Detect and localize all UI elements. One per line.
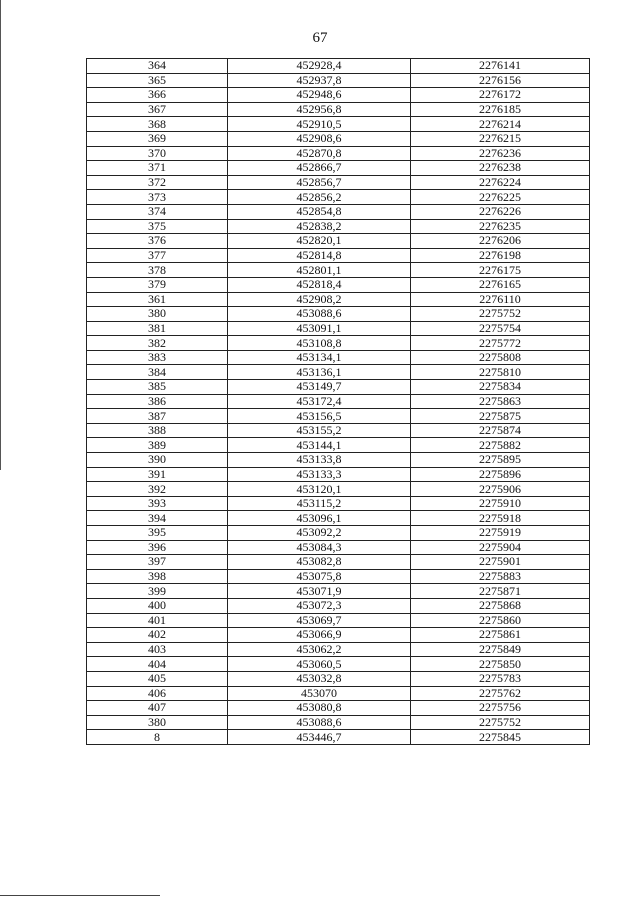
y-coordinate-cell: 2275871 — [411, 584, 590, 599]
table-row — [87, 161, 590, 176]
x-coordinate-cell: 452908,6 — [228, 131, 411, 146]
point-number-cell: 407 — [87, 701, 228, 716]
y-coordinate-cell: 2275882 — [411, 438, 590, 453]
table-row — [87, 73, 590, 88]
x-coordinate-cell: 453069,7 — [228, 613, 411, 628]
y-coordinate-cell: 2275860 — [411, 613, 590, 628]
y-coordinate-cell: 2275783 — [411, 671, 590, 686]
point-number-cell: 367 — [87, 102, 228, 117]
page-number: 67 — [312, 30, 328, 46]
x-coordinate-cell: 452856,7 — [228, 175, 411, 190]
point-number-cell: 368 — [87, 117, 228, 132]
x-coordinate-cell: 453156,5 — [228, 409, 411, 424]
point-number-cell: 394 — [87, 511, 228, 526]
point-number-cell: 406 — [87, 686, 228, 701]
y-coordinate-cell: 2275752 — [411, 715, 590, 730]
y-coordinate-cell: 2276225 — [411, 190, 590, 205]
point-number-cell: 371 — [87, 161, 228, 176]
point-number-cell: 366 — [87, 88, 228, 103]
x-coordinate-cell: 453062,2 — [228, 642, 411, 657]
y-coordinate-cell: 2275874 — [411, 423, 590, 438]
table-row — [87, 730, 590, 745]
table-row — [87, 234, 590, 249]
point-number-cell: 380 — [87, 307, 228, 322]
y-coordinate-cell: 2276172 — [411, 88, 590, 103]
table-row — [87, 555, 590, 570]
table-row — [87, 263, 590, 278]
x-coordinate-cell: 452818,4 — [228, 277, 411, 292]
point-number-cell: 375 — [87, 219, 228, 234]
y-coordinate-cell: 2275896 — [411, 467, 590, 482]
point-number-cell: 404 — [87, 657, 228, 672]
point-number-cell: 376 — [87, 234, 228, 249]
y-coordinate-cell: 2276141 — [411, 59, 590, 74]
x-coordinate-cell: 452838,2 — [228, 219, 411, 234]
point-number-cell: 373 — [87, 190, 228, 205]
point-number-cell: 372 — [87, 175, 228, 190]
point-number-cell: 381 — [87, 321, 228, 336]
y-coordinate-cell: 2276165 — [411, 277, 590, 292]
point-number-cell: 386 — [87, 394, 228, 409]
point-number-cell: 369 — [87, 131, 228, 146]
y-coordinate-cell: 2276226 — [411, 204, 590, 219]
x-coordinate-cell: 452801,1 — [228, 263, 411, 278]
point-number-cell: 377 — [87, 248, 228, 263]
point-number-cell: 384 — [87, 365, 228, 380]
y-coordinate-cell: 2275756 — [411, 701, 590, 716]
x-coordinate-cell: 452820,1 — [228, 234, 411, 249]
x-coordinate-cell: 452928,4 — [228, 59, 411, 74]
point-number-cell: 399 — [87, 584, 228, 599]
table-row — [87, 642, 590, 657]
table-row — [87, 190, 590, 205]
point-number-cell: 398 — [87, 569, 228, 584]
y-coordinate-cell: 2276185 — [411, 102, 590, 117]
x-coordinate-cell: 453084,3 — [228, 540, 411, 555]
table-row — [87, 175, 590, 190]
x-coordinate-cell: 452866,7 — [228, 161, 411, 176]
point-number-cell: 402 — [87, 628, 228, 643]
table-row — [87, 569, 590, 584]
table-row — [87, 219, 590, 234]
table-row — [87, 686, 590, 701]
point-number-cell: 390 — [87, 453, 228, 468]
x-coordinate-cell: 453133,3 — [228, 467, 411, 482]
point-number-cell: 379 — [87, 277, 228, 292]
y-coordinate-cell: 2275875 — [411, 409, 590, 424]
y-coordinate-cell: 2276235 — [411, 219, 590, 234]
table-row — [87, 409, 590, 424]
table-row — [87, 453, 590, 468]
x-coordinate-cell: 453144,1 — [228, 438, 411, 453]
point-number-cell: 393 — [87, 496, 228, 511]
table-row — [87, 715, 590, 730]
x-coordinate-cell: 453071,9 — [228, 584, 411, 599]
y-coordinate-cell: 2275883 — [411, 569, 590, 584]
point-number-cell: 8 — [87, 730, 228, 745]
table-row — [87, 350, 590, 365]
y-coordinate-cell: 2275919 — [411, 526, 590, 541]
y-coordinate-cell: 2275849 — [411, 642, 590, 657]
y-coordinate-cell: 2275906 — [411, 482, 590, 497]
x-coordinate-cell: 453120,1 — [228, 482, 411, 497]
y-coordinate-cell: 2276175 — [411, 263, 590, 278]
table-row — [87, 365, 590, 380]
y-coordinate-cell: 2275808 — [411, 350, 590, 365]
x-coordinate-cell: 453032,8 — [228, 671, 411, 686]
x-coordinate-cell: 453091,1 — [228, 321, 411, 336]
y-coordinate-cell: 2275772 — [411, 336, 590, 351]
x-coordinate-cell: 452870,8 — [228, 146, 411, 161]
y-coordinate-cell: 2275904 — [411, 540, 590, 555]
x-coordinate-cell: 453092,2 — [228, 526, 411, 541]
x-coordinate-cell: 453088,6 — [228, 715, 411, 730]
x-coordinate-cell: 453149,7 — [228, 380, 411, 395]
x-coordinate-cell: 453172,4 — [228, 394, 411, 409]
x-coordinate-cell: 453066,9 — [228, 628, 411, 643]
x-coordinate-cell: 453108,8 — [228, 336, 411, 351]
x-coordinate-cell: 453075,8 — [228, 569, 411, 584]
x-coordinate-cell: 453070 — [228, 686, 411, 701]
table-row — [87, 467, 590, 482]
x-coordinate-cell: 452854,8 — [228, 204, 411, 219]
table-row — [87, 117, 590, 132]
table-row — [87, 511, 590, 526]
y-coordinate-cell: 2275863 — [411, 394, 590, 409]
y-coordinate-cell: 2276224 — [411, 175, 590, 190]
point-number-cell: 401 — [87, 613, 228, 628]
table-row — [87, 613, 590, 628]
y-coordinate-cell: 2275861 — [411, 628, 590, 643]
point-number-cell: 365 — [87, 73, 228, 88]
x-coordinate-cell: 453096,1 — [228, 511, 411, 526]
x-coordinate-cell: 453133,8 — [228, 453, 411, 468]
table-row — [87, 380, 590, 395]
point-number-cell: 382 — [87, 336, 228, 351]
point-number-cell: 370 — [87, 146, 228, 161]
y-coordinate-cell: 2275810 — [411, 365, 590, 380]
table-row — [87, 59, 590, 74]
y-coordinate-cell: 2276206 — [411, 234, 590, 249]
x-coordinate-cell: 452856,2 — [228, 190, 411, 205]
x-coordinate-cell: 453088,6 — [228, 307, 411, 322]
y-coordinate-cell: 2275754 — [411, 321, 590, 336]
x-coordinate-cell: 452948,6 — [228, 88, 411, 103]
table-row — [87, 671, 590, 686]
x-coordinate-cell: 453134,1 — [228, 350, 411, 365]
x-coordinate-cell: 452937,8 — [228, 73, 411, 88]
table-row — [87, 204, 590, 219]
y-coordinate-cell: 2275834 — [411, 380, 590, 395]
y-coordinate-cell: 2275910 — [411, 496, 590, 511]
y-coordinate-cell: 2276238 — [411, 161, 590, 176]
y-coordinate-cell: 2275918 — [411, 511, 590, 526]
point-number-cell: 374 — [87, 204, 228, 219]
point-number-cell: 364 — [87, 59, 228, 74]
point-number-cell: 395 — [87, 526, 228, 541]
point-number-cell: 405 — [87, 671, 228, 686]
y-coordinate-cell: 2276214 — [411, 117, 590, 132]
x-coordinate-cell: 453155,2 — [228, 423, 411, 438]
margin-rule — [0, 0, 1, 470]
table-row — [87, 336, 590, 351]
point-number-cell: 388 — [87, 423, 228, 438]
y-coordinate-cell: 2275762 — [411, 686, 590, 701]
table-row — [87, 526, 590, 541]
coordinates-table-body — [87, 59, 590, 745]
table-row — [87, 438, 590, 453]
table-row — [87, 540, 590, 555]
x-coordinate-cell: 453136,1 — [228, 365, 411, 380]
y-coordinate-cell: 2275901 — [411, 555, 590, 570]
table-row — [87, 277, 590, 292]
point-number-cell: 361 — [87, 292, 228, 307]
table-row — [87, 394, 590, 409]
point-number-cell: 380 — [87, 715, 228, 730]
x-coordinate-cell: 452814,8 — [228, 248, 411, 263]
x-coordinate-cell: 452908,2 — [228, 292, 411, 307]
table-row — [87, 146, 590, 161]
point-number-cell: 392 — [87, 482, 228, 497]
y-coordinate-cell: 2276198 — [411, 248, 590, 263]
x-coordinate-cell: 452956,8 — [228, 102, 411, 117]
y-coordinate-cell: 2275845 — [411, 730, 590, 745]
point-number-cell: 403 — [87, 642, 228, 657]
y-coordinate-cell: 2276215 — [411, 131, 590, 146]
table-row — [87, 701, 590, 716]
footer-rule — [0, 895, 160, 896]
table-row — [87, 292, 590, 307]
y-coordinate-cell: 2276156 — [411, 73, 590, 88]
table-row — [87, 423, 590, 438]
table-row — [87, 321, 590, 336]
y-coordinate-cell: 2275752 — [411, 307, 590, 322]
point-number-cell: 400 — [87, 598, 228, 613]
y-coordinate-cell: 2276110 — [411, 292, 590, 307]
point-number-cell: 387 — [87, 409, 228, 424]
coordinates-table — [86, 58, 590, 745]
point-number-cell: 396 — [87, 540, 228, 555]
y-coordinate-cell: 2275850 — [411, 657, 590, 672]
table-row — [87, 88, 590, 103]
table-row — [87, 657, 590, 672]
point-number-cell: 383 — [87, 350, 228, 365]
table-row — [87, 584, 590, 599]
x-coordinate-cell: 453115,2 — [228, 496, 411, 511]
table-row — [87, 628, 590, 643]
x-coordinate-cell: 452910,5 — [228, 117, 411, 132]
point-number-cell: 389 — [87, 438, 228, 453]
x-coordinate-cell: 453060,5 — [228, 657, 411, 672]
x-coordinate-cell: 453072,3 — [228, 598, 411, 613]
table-row — [87, 131, 590, 146]
point-number-cell: 391 — [87, 467, 228, 482]
point-number-cell: 385 — [87, 380, 228, 395]
table-row — [87, 482, 590, 497]
x-coordinate-cell: 453080,8 — [228, 701, 411, 716]
x-coordinate-cell: 453446,7 — [228, 730, 411, 745]
table-row — [87, 102, 590, 117]
point-number-cell: 378 — [87, 263, 228, 278]
table-row — [87, 248, 590, 263]
y-coordinate-cell: 2276236 — [411, 146, 590, 161]
table-row — [87, 307, 590, 322]
y-coordinate-cell: 2275895 — [411, 453, 590, 468]
table-row — [87, 496, 590, 511]
table-row — [87, 598, 590, 613]
x-coordinate-cell: 453082,8 — [228, 555, 411, 570]
point-number-cell: 397 — [87, 555, 228, 570]
y-coordinate-cell: 2275868 — [411, 598, 590, 613]
